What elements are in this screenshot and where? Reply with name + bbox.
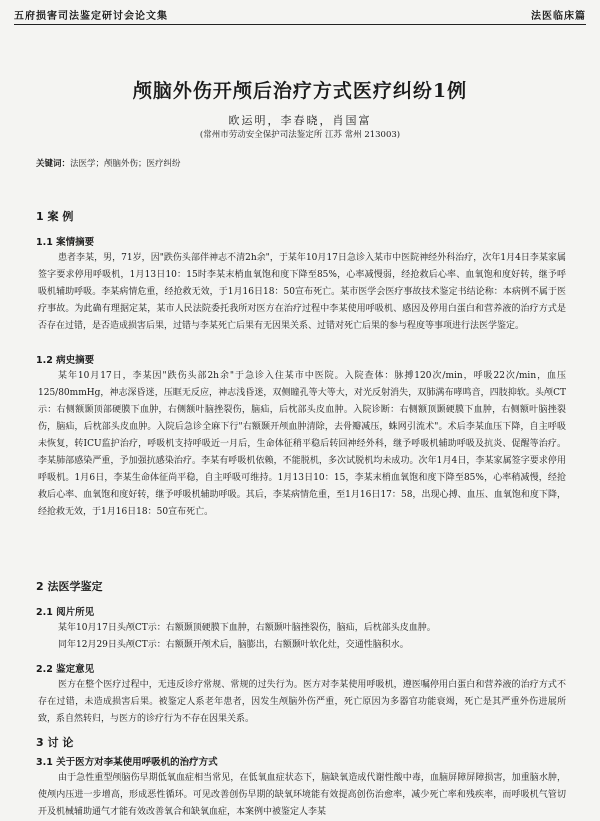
keywords-line [36, 157, 181, 169]
paragraph-discussion [38, 770, 566, 817]
subsection-heading-2-2: 2.2 鉴定意见 [36, 664, 95, 675]
section-heading-2: 2 法医学鉴定 [36, 580, 103, 593]
article-title: 颅脑外伤开颅后治疗方式医疗纠纷1例 [132, 80, 468, 102]
header-section-name: 法医临床篇 [531, 11, 586, 22]
section-heading-3: 3 讨 论 [36, 736, 74, 749]
paragraph-text: 医方在整个医疗过程中，无违反诊疗常规、常规的过失行为。医方对李某使用呼吸机，遵医嘱停用白蛋白和营养液的治疗方式不存在过错，未造成损害后果。被鉴定人系老年患者，因发生颅脑外伤严重，死亡原因为多器官功能衰竭，死亡是其严重外伤进展所致，系自然转归，与医方的诊疗行为不存在因果关系。 [38, 680, 566, 724]
subsection-heading-3-1: 3.1 关于医方对李某使用呼吸机的治疗方式 [36, 757, 218, 768]
paragraph-text: 同年12月29日头颅CT示：右额颞开颅术后，脑膨出，右额颞叶软化灶，交通性脑积水。 [58, 640, 409, 650]
paragraph-text: 某年10月17日，李某因"跌伤头部2h余"于急诊入住某市中医院。入院查体：脉搏120次/min，呼吸22次/min，血压125/80mmHg，神志深昏迷，压眶无反应，神志浅昏迷，双侧瞳孔等大等大，对光反射消失，双肺满布哮鸣音，四肢抑软。头颅CT示：右侧额颞顶部硬膜下血肿，右侧额叶脑挫裂伤，脑疝，后枕部头皮血肿。入院诊断：右侧额顶颞硬膜下血肿，右侧额叶脑挫裂伤，脑疝，后枕部头皮血肿。入院后急诊全麻下行"右额颞开颅血肿清除，去骨瓣减压，蛛网引流术"。术后李某血压下降，自主呼吸未恢复，转ICU监护治疗，呼吸机支持呼吸近一月后，生命体征稍平稳后转回神经外科，继予呼吸机辅助呼吸及抗炎、促醒等治疗。李某肺部感染严重，予加强抗感染治疗。李某有呼吸机依赖，不能脱机，多次试脱机均未成功。次年1月4日，李某家属签字要求停用呼吸机。1月6日，李某生命体征尚平稳，自主呼吸可维持。1月13日10：15，李某末梢血氧饱和度下降至85%，心率稍减慢，经抢救后心率、血氧饱和度好转，继予呼吸机辅助呼吸。其后，李某病情危重，至1月16日17：58，出现心搏、血压、血氧饱和度下降，经抢救无效，于1月16日18：50宣布死亡。 [38, 371, 566, 517]
paragraph-case-summary [38, 250, 566, 335]
keywords-label: 关键词： [36, 159, 71, 169]
article-authors: 欧运明，李春晓，肖国富 [228, 114, 372, 127]
paragraph-imaging-findings [38, 620, 566, 654]
subsection-heading-2-1: 2.1 阅片所见 [36, 607, 95, 618]
keywords-text: 法医学；颅脑外伤；医疗纠纷 [70, 159, 181, 169]
paragraph-expert-opinion [38, 677, 566, 728]
running-header [14, 4, 586, 25]
paragraph-medical-history [38, 368, 566, 521]
subsection-heading-1-1: 1.1 案情摘要 [36, 237, 95, 248]
subsection-heading-1-2: 1.2 病史摘要 [36, 355, 95, 366]
article-affiliation: (常州市劳动安全保护司法鉴定所 江苏 常州 213003) [199, 130, 401, 140]
paragraph-text: 某年10月17日头颅CT示：右额颞顶硬膜下血肿，右额颞叶脑挫裂伤，脑疝，后枕部头皮血肿。 [58, 623, 436, 633]
paragraph-text: 由于急性重型颅脑伤早期低氧血症相当常见，在低氧血症状态下，脑缺氧造成代谢性酸中毒，血脑屏障屏障损害，加重脑水肿，使颅内压进一步增高，形成恶性循环。可见改善创伤早期的缺氧环境能有效提高创伤治愈率，减少死亡率和残疾率，而呼吸机气管切开及机械辅助通气才能有效改善氧合和缺氧血症，本案例中被鉴定人李某 [38, 773, 566, 817]
section-heading-1: 1 案 例 [36, 210, 74, 223]
header-journal-name: 五府损害司法鉴定研讨会论文集 [14, 11, 168, 22]
paragraph-text: 患者李某，男，71岁，因"跌伤头部伴神志不清2h余"，于某年10月17日急诊入某市中医院神经外科治疗，次年1月4日李某家属签字要求停用呼吸机，1月13日10：15时李某末梢血氧饱和度下降至85%，心率减慢弱，经抢救后心率、血氧饱和度好转，继予呼吸机辅助呼吸。李某病情危重，经抢救无效，于1月16日18：50宣布死亡。某市医学会医疗事故技术鉴定书结论称：本病例不属于医疗事故。为此确有理据定某，某市人民法院委托我所对医方在治疗过程中李某使用呼吸机、感因及停用白蛋白和营养液的治疗方式是否存在过错，是否造成损害后果，过错与李某死亡后果有无因果关系、过错对死亡后果的参与程度等事项进行法医学鉴定。 [38, 253, 566, 331]
